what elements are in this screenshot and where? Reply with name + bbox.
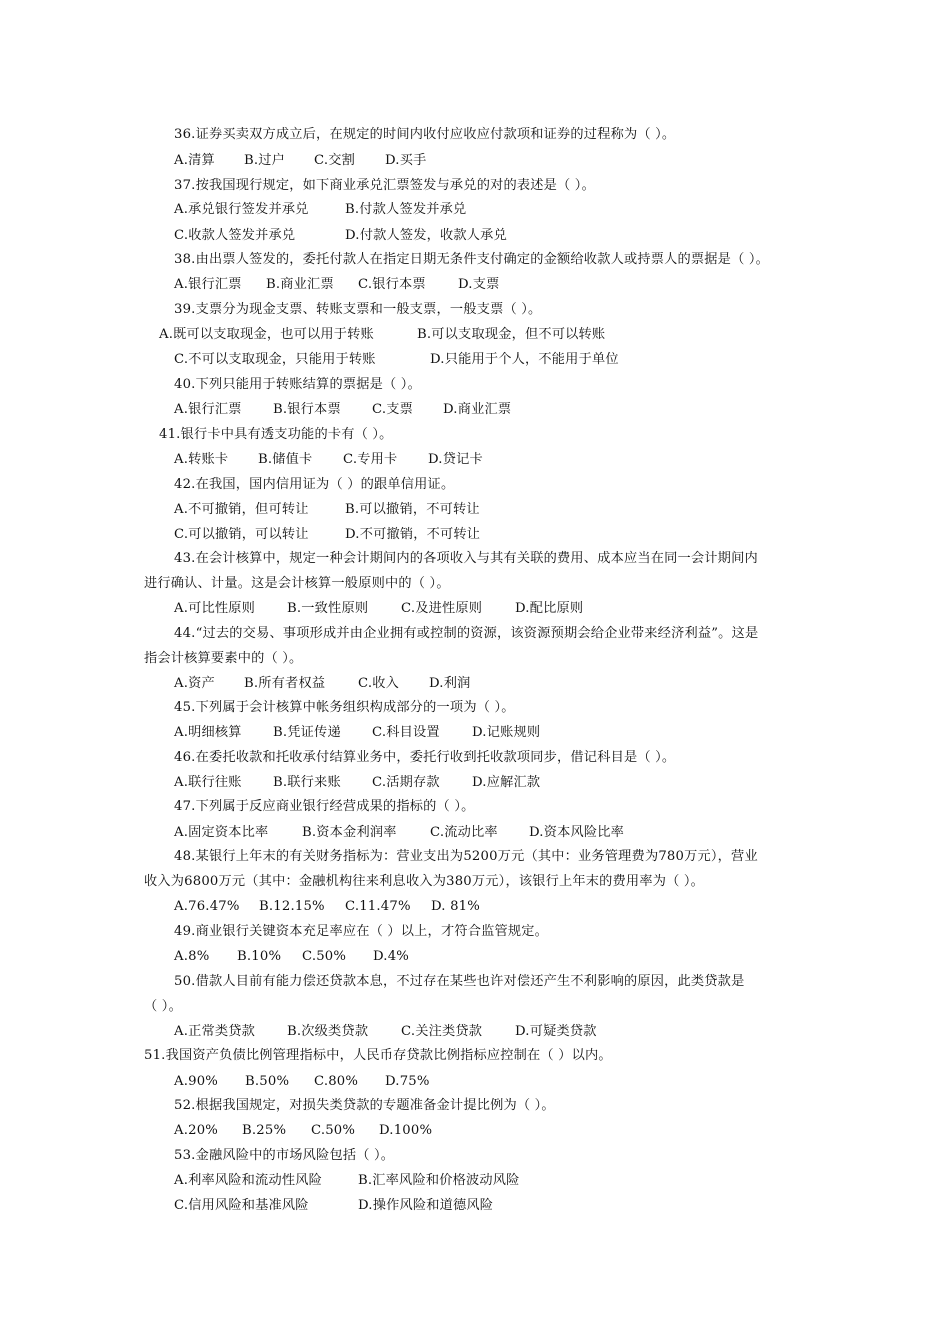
answer-option: C.11.47% — [345, 899, 411, 914]
answer-option: D.商业汇票 — [443, 402, 512, 417]
question-stem: 48.某银行上年末的有关财务指标为：营业支出为5200万元（其中：业务管理费为780万元），营业 — [174, 849, 758, 864]
answer-option: A.20% — [174, 1123, 219, 1138]
answer-option: D.资本风险比率 — [529, 825, 625, 840]
answer-option: C.50% — [311, 1123, 356, 1138]
answer-option: A.可比性原则 — [174, 601, 256, 616]
answer-option: C.收入 — [358, 676, 399, 691]
answer-option: B.12.15% — [259, 899, 325, 914]
answer-option: C.活期存款 — [372, 775, 440, 790]
answer-option: C.交割 — [314, 153, 355, 168]
answer-option: A.不可撤销，但可转让 — [174, 502, 309, 517]
answer-option: B.储值卡 — [258, 452, 313, 467]
answer-option: D. 81% — [431, 899, 480, 914]
answer-option: D.贷记卡 — [428, 452, 483, 467]
answer-option: D.只能用于个人，不能用于单位 — [430, 352, 619, 367]
answer-option: B.10% — [237, 949, 282, 964]
answer-option: C.信用风险和基准风险 — [174, 1198, 309, 1213]
answer-option: D.可疑类贷款 — [515, 1024, 597, 1039]
answer-option: C.80% — [314, 1074, 359, 1089]
answer-option: A.联行往账 — [174, 775, 242, 790]
question-stem: 36.证券买卖双方成立后，在规定的时间内收付应收应付款项和证券的过程称为（ ）。 — [174, 127, 676, 142]
answer-option: B.凭证传递 — [273, 725, 341, 740]
question-stem: 49.商业银行关键资本充足率应在（ ）以上，才符合监管规定。 — [174, 924, 549, 939]
question-stem: 52.根据我国规定，对损失类贷款的专题准备金计提比例为（ ）。 — [174, 1098, 555, 1113]
question-stem: 40.下列只能用于转账结算的票据是（ ）。 — [174, 377, 421, 392]
answer-option: C.科目设置 — [372, 725, 440, 740]
answer-option: A.既可以支取现金，也可以用于转账 — [159, 327, 374, 342]
answer-option: B.汇率风险和价格波动风险 — [358, 1173, 520, 1188]
answer-option: B.所有者权益 — [244, 676, 326, 691]
answer-option: C.关注类贷款 — [401, 1024, 483, 1039]
answer-option: C.50% — [302, 949, 347, 964]
answer-option: B.资本金利润率 — [302, 825, 397, 840]
answer-option: D.操作风险和道德风险 — [358, 1198, 494, 1213]
answer-option: A.利率风险和流动性风险 — [174, 1173, 322, 1188]
question-stem: 指会计核算要素中的（ ）。 — [144, 651, 303, 666]
answer-option: C.收款人签发并承兑 — [174, 228, 296, 243]
question-stem: 45.下列属于会计核算中帐务组织构成部分的一项为（ ）。 — [174, 700, 515, 715]
answer-option: B.次级类贷款 — [287, 1024, 369, 1039]
question-stem: 44.“过去的交易、事项形成并由企业拥有或控制的资源，该资源预期会给企业带来经济利益”。这是 — [174, 626, 759, 641]
answer-option: B.50% — [245, 1074, 290, 1089]
question-stem: 42.在我国，国内信用证为（ ）的跟单信用证。 — [174, 477, 455, 492]
answer-option: A.明细核算 — [174, 725, 242, 740]
answer-option: D.100% — [379, 1123, 433, 1138]
answer-option: C.支票 — [372, 402, 413, 417]
question-stem: 39.支票分为现金支票、转账支票和一般支票，一般支票（ ）。 — [174, 302, 542, 317]
question-stem: 51.我国资产负债比例管理指标中，人民币存贷款比例指标应控制在（ ）以内。 — [144, 1048, 612, 1063]
answer-option: D.4% — [373, 949, 410, 964]
question-stem: 47.下列属于反应商业银行经营成果的指标的（ ）。 — [174, 799, 475, 814]
answer-option: B.可以撤销，不可转让 — [345, 502, 480, 517]
answer-option: D.配比原则 — [515, 601, 584, 616]
answer-option: D.75% — [385, 1074, 430, 1089]
answer-option: A.银行汇票 — [174, 277, 242, 292]
answer-option: D.应解汇款 — [472, 775, 541, 790]
question-stem: 50.借款人目前有能力偿还贷款本息，不过存在某些也许对偿还产生不利影响的原因，此类贷款是 — [174, 974, 745, 989]
answer-option: A.90% — [174, 1074, 219, 1089]
answer-option: C.专用卡 — [343, 452, 398, 467]
answer-option: A.资产 — [174, 676, 215, 691]
question-stem: 41.银行卡中具有透支功能的卡有（ ）。 — [159, 427, 393, 442]
answer-option: C.银行本票 — [358, 277, 426, 292]
answer-option: B.可以支取现金，但不可以转账 — [417, 327, 606, 342]
question-stem: 收入为6800万元（其中：金融机构往来利息收入为380万元），该银行上年末的费用率为（ ）。 — [144, 874, 705, 889]
answer-option: D.不可撤销，不可转让 — [345, 527, 481, 542]
answer-option: B.商业汇票 — [266, 277, 334, 292]
question-stem: 37.按我国现行规定，如下商业承兑汇票签发与承兑的对的表述是（ ）。 — [174, 178, 595, 193]
answer-option: D.支票 — [458, 277, 500, 292]
answer-option: D.买手 — [385, 153, 427, 168]
question-stem: 53.金融风险中的市场风险包括（ ）。 — [174, 1148, 395, 1163]
question-stem: 46.在委托收款和托收承付结算业务中，委托行收到托收款项同步，借记科目是（ ）。 — [174, 750, 676, 765]
answer-option: C.及进性原则 — [401, 601, 483, 616]
answer-option: C.可以撤销，可以转让 — [174, 527, 309, 542]
answer-option: B.25% — [242, 1123, 287, 1138]
answer-option: B.一致性原则 — [287, 601, 369, 616]
answer-option: A.承兑银行签发并承兑 — [174, 202, 309, 217]
answer-option: B.银行本票 — [273, 402, 341, 417]
answer-option: A.正常类贷款 — [174, 1024, 256, 1039]
answer-option: B.过户 — [244, 153, 286, 168]
question-stem: 43.在会计核算中，规定一种会计期间内的各项收入与其有关联的费用、成本应当在同一会计期间内 — [174, 551, 758, 566]
answer-option: A.转账卡 — [174, 452, 229, 467]
answer-option: A.清算 — [174, 153, 215, 168]
answer-option: A.银行汇票 — [174, 402, 242, 417]
answer-option: D.记账规则 — [472, 725, 541, 740]
answer-option: B.联行来账 — [273, 775, 341, 790]
answer-option: A.固定资本比率 — [174, 825, 269, 840]
answer-option: C.不可以支取现金，只能用于转账 — [174, 352, 376, 367]
answer-option: C.流动比率 — [430, 825, 498, 840]
answer-option: B.付款人签发并承兑 — [345, 202, 467, 217]
question-stem: 进行确认、计量。这是会计核算一般原则中的（ ）。 — [144, 576, 450, 591]
answer-option: D.利润 — [429, 676, 471, 691]
question-stem: 38.由出票人签发的，委托付款人在指定日期无条件支付确定的金额给收款人或持票人的票据是（ ）。 — [174, 252, 770, 267]
answer-option: A.8% — [174, 949, 210, 964]
question-stem: （ ）。 — [144, 999, 182, 1014]
answer-option: D.付款人签发，收款人承兑 — [345, 228, 507, 243]
answer-option: A.76.47% — [174, 899, 240, 914]
